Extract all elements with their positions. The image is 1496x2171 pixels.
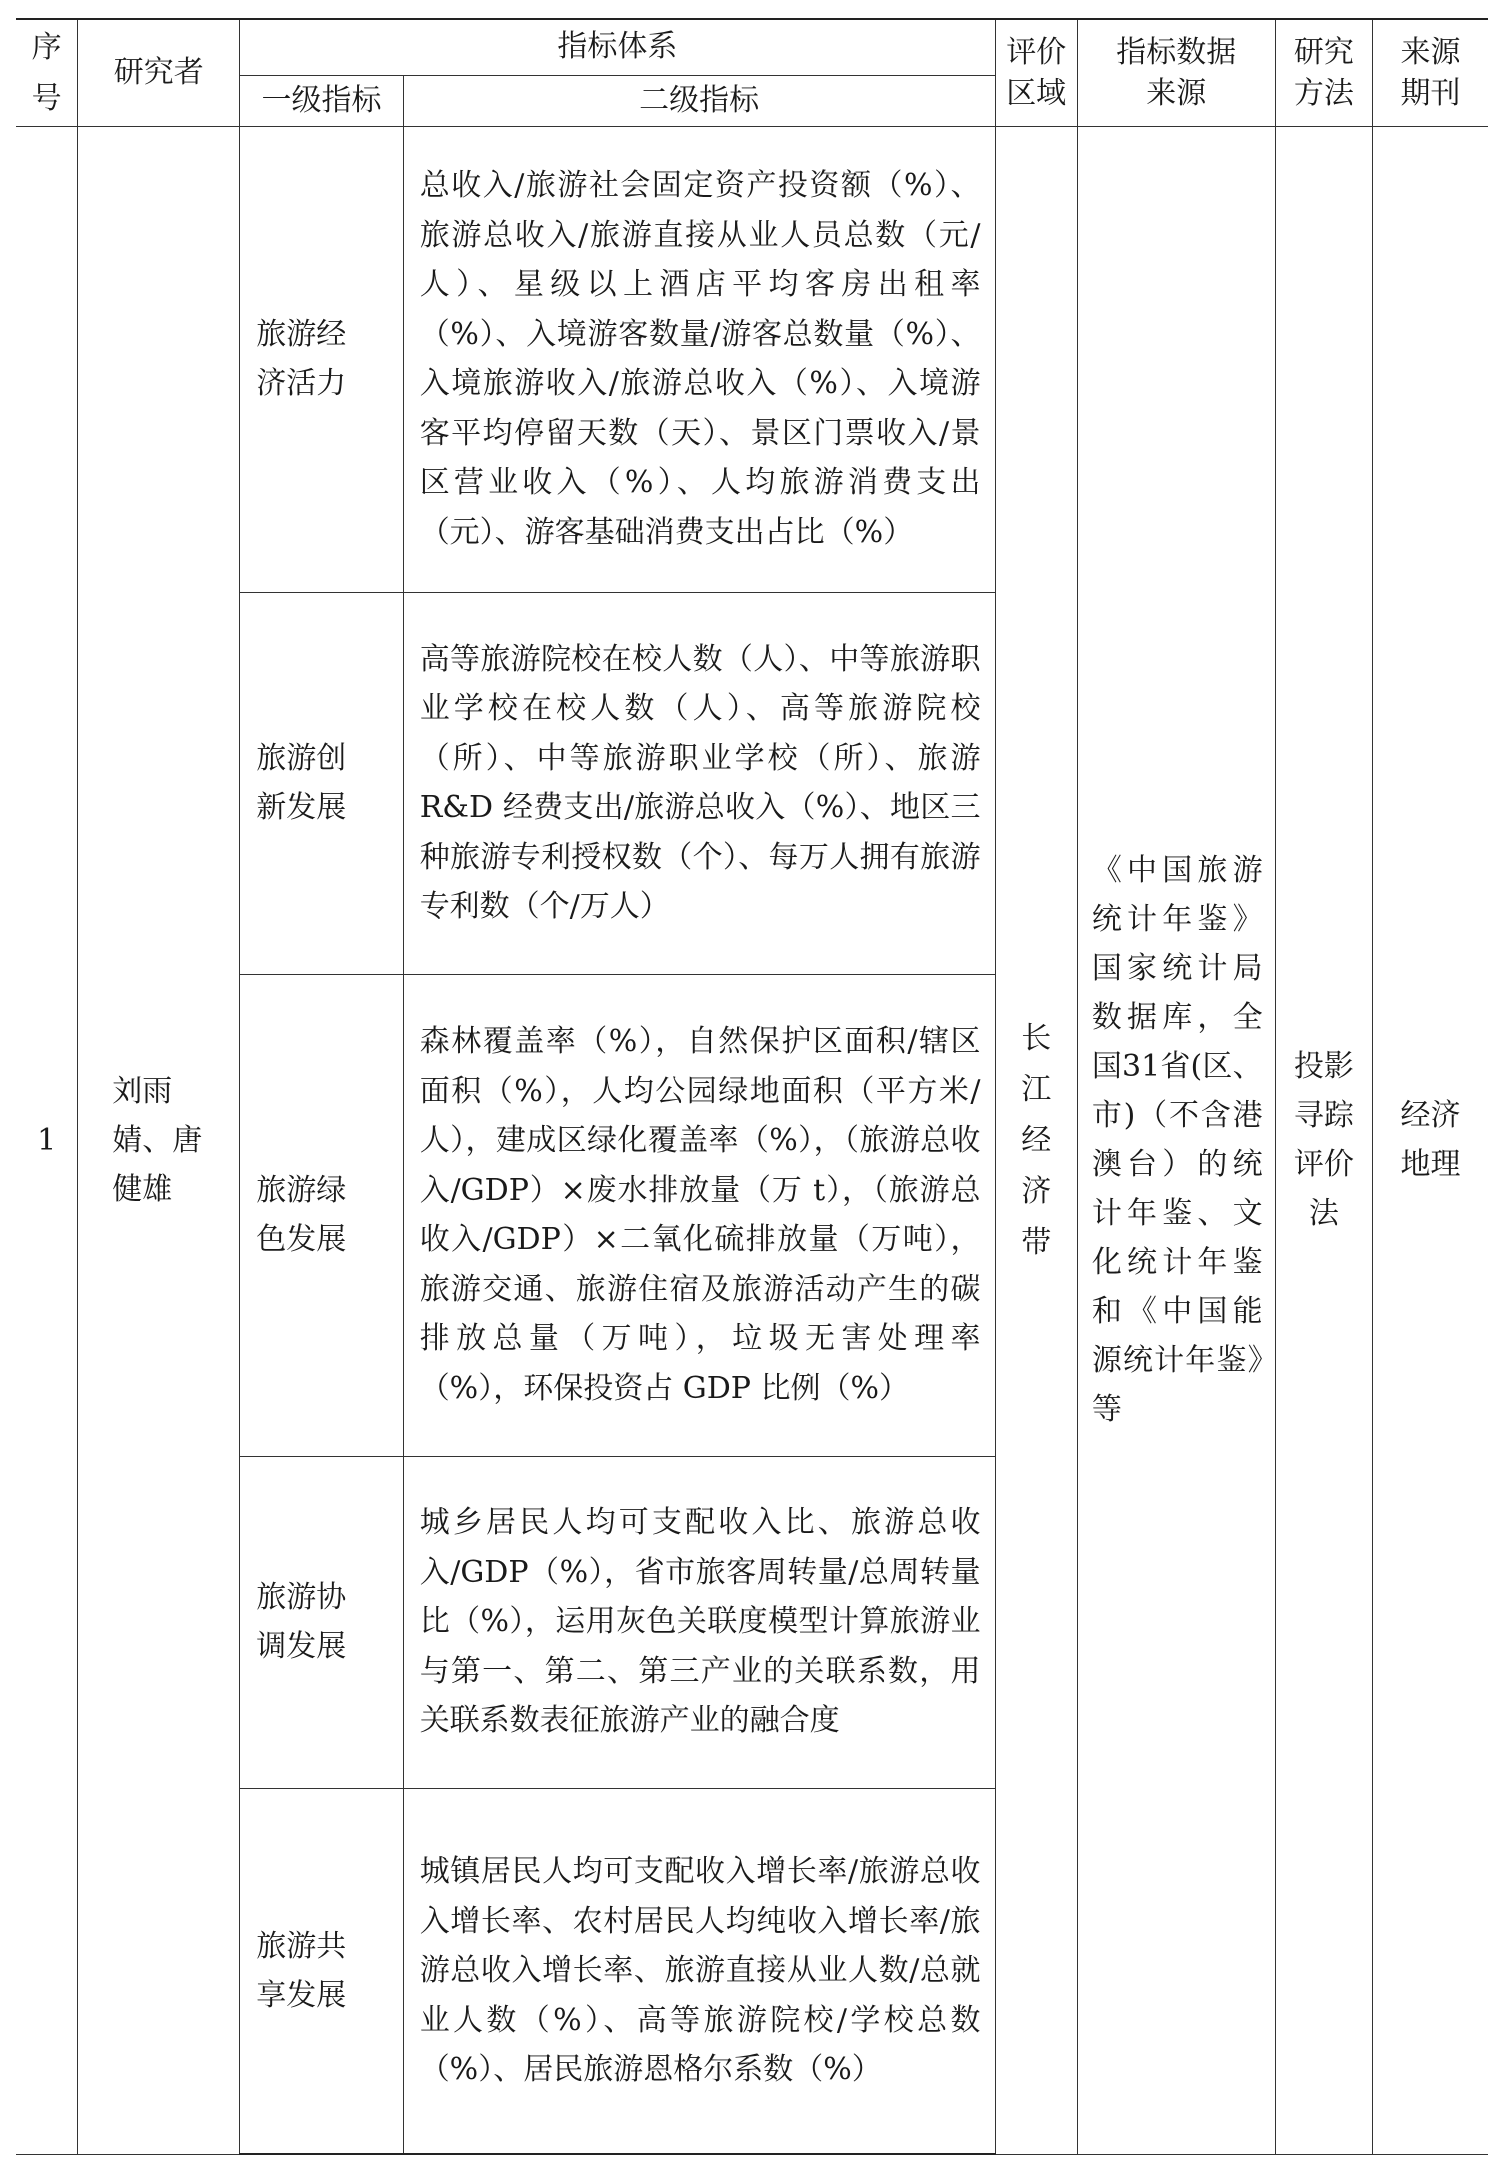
header-journal [1373, 19, 1488, 126]
indicator-level2: 森林覆盖率（%），自然保护区面积/辖区面积（%），人均公园绿地面积（平方米/人），建成区绿化覆盖率（%），（旅游总收入/GDP）×废水排放量（万 t），（旅游总收入/GDP）×二氧化硫排放量（万吨），旅游交通、旅游住宿及旅游活动产生的碳排放总量（万吨），垃圾无害处理率（%），环保投资占 GDP 比例（%） [403, 974, 995, 1456]
row-method [1275, 126, 1372, 2154]
indicator-level1 [240, 592, 403, 974]
header-data-source-label: 指标数据来源 [1116, 34, 1237, 111]
row-journal-label: 经济地理 [1400, 1098, 1461, 1182]
level1-label: 旅游经济活力 [256, 317, 347, 401]
level1-label: 旅游协调发展 [256, 1580, 347, 1664]
level1-label: 旅游创新发展 [256, 741, 347, 825]
row-region [995, 126, 1077, 2154]
header-data-source [1077, 19, 1275, 126]
indicator-level1 [240, 974, 403, 1456]
header-level2: 二级指标 [403, 75, 995, 126]
indicator-level1 [240, 126, 403, 592]
indicator-level1 [240, 1788, 403, 2154]
header-method [1275, 19, 1372, 126]
header-researcher: 研究者 [78, 19, 240, 126]
indicator-level2: 城乡居民人均可支配收入比、旅游总收入/GDP（%），省市旅客周转量/总周转量比（%），运用灰色关联度模型计算旅游业与第一、第二、第三产业的关联系数，用关联系数表征旅游产业的融合度 [403, 1456, 995, 1788]
row-region-label: 长江经济带 [1021, 1020, 1052, 1260]
row-data-source: 《中国旅游统计年鉴》国家统计局数据库，全国31省(区、市)（不含港澳台）的统计年鉴、文化统计年鉴和《中国能源统计年鉴》等 [1077, 126, 1275, 2154]
row-journal [1373, 126, 1488, 2154]
header-journal-label: 来源期刊 [1400, 34, 1461, 111]
row-researcher-label: 刘雨婧、唐健雄 [112, 1073, 203, 1207]
row-seq: 1 [16, 126, 78, 2154]
indicator-table [16, 18, 1488, 2155]
header-region-label: 评价区域 [1006, 34, 1067, 111]
header-seq [16, 19, 78, 126]
header-indicator-system: 指标体系 [240, 19, 995, 75]
header-method-label: 研究方法 [1293, 34, 1354, 111]
indicator-level2: 城镇居民人均可支配收入增长率/旅游总收入增长率、农村居民人均纯收入增长率/旅游总收入增长率、旅游直接从业人数/总就业人数（%）、高等旅游院校/学校总数（%）、居民旅游恩格尔系数（%） [403, 1788, 995, 2154]
row-researcher [78, 126, 240, 2154]
header-seq-label: 序号 [31, 29, 62, 116]
indicator-level1 [240, 1456, 403, 1788]
indicator-level2: 总收入/旅游社会固定资产投资额（%）、旅游总收入/旅游直接从业人员总数（元/人）、星级以上酒店平均客房出租率（%）、入境游客数量/游客总数量（%）、入境旅游收入/旅游总收入（%）、入境游客平均停留天数（天）、景区门票收入/景区营业收入（%）、人均旅游消费支出（元）、游客基础消费支出占比（%） [403, 126, 995, 592]
row-method-label: 投影寻踪评价法 [1293, 1049, 1354, 1231]
header-region [995, 19, 1077, 126]
indicator-level2: 高等旅游院校在校人数（人）、中等旅游职业学校在校人数（人）、高等旅游院校（所）、中等旅游职业学校（所）、旅游 R&D 经费支出/旅游总收入（%）、地区三种旅游专利授权数（个）、每万人拥有旅游专利数（个/万人） [403, 592, 995, 974]
level1-label: 旅游共享发展 [256, 1928, 347, 2013]
header-level1: 一级指标 [240, 75, 403, 126]
level1-label: 旅游绿色发展 [256, 1173, 347, 1257]
